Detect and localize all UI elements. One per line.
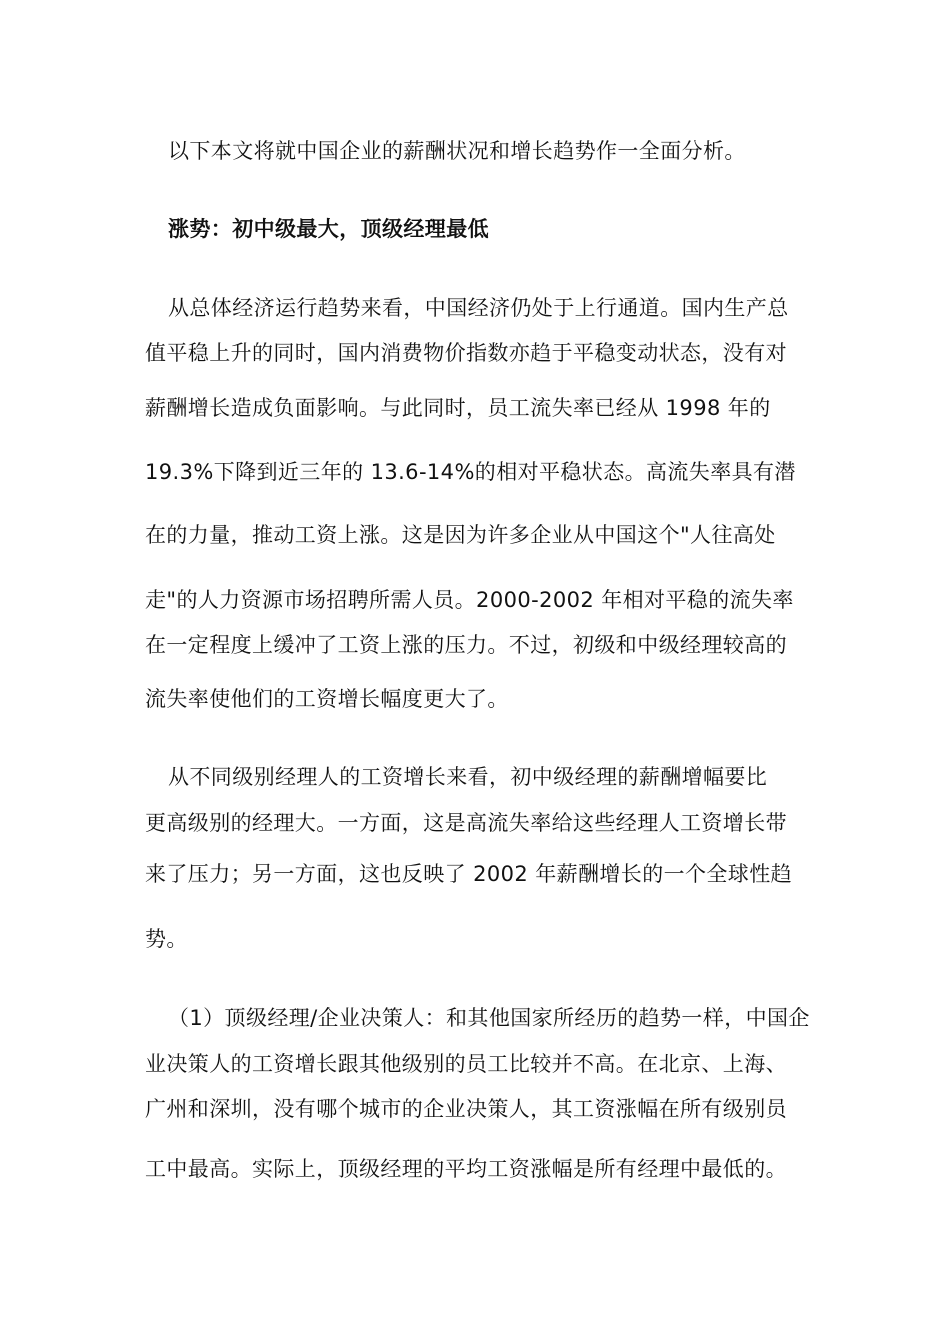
paragraph-line: 更高级别的经理大。一方面，这是高流失率给这些经理人工资增长带	[145, 811, 787, 835]
paragraph-line: 从总体经济运行趋势来看，中国经济仍处于上行通道。国内生产总	[168, 296, 789, 320]
paragraph-line: 在一定程度上缓冲了工资上涨的压力。不过，初级和中级经理较高的	[145, 633, 787, 657]
paragraph-line: 来了压力；另一方面，这也反映了 2002 年薪酬增长的一个全球性趋	[145, 862, 792, 886]
paragraph-line: 值平稳上升的同时，国内消费物价指数亦趋于平稳变动状态，没有对	[145, 341, 787, 365]
paragraph-line: 势。	[145, 927, 188, 951]
paragraph-line: 薪酬增长造成负面影响。与此同时，员工流失率已经从 1998 年的	[145, 396, 771, 420]
paragraph-line: 走"的人力资源市场招聘所需人员。2000-2002 年相对平稳的流失率	[145, 588, 794, 612]
paragraph-line: 业决策人的工资增长跟其他级别的员工比较并不高。在北京、上海、	[145, 1052, 787, 1076]
paragraph-line: 工中最高。实际上，顶级经理的平均工资涨幅是所有经理中最低的。	[145, 1157, 787, 1181]
paragraph-line: 19.3%下降到近三年的 13.6-14%的相对平稳状态。高流失率具有潜	[145, 460, 796, 484]
section-heading: 涨势：初中级最大，顶级经理最低	[168, 217, 489, 241]
intro-text: 以下本文将就中国企业的薪酬状况和增长趋势作一全面分析。	[168, 139, 746, 163]
paragraph-line: 在的力量，推动工资上涨。这是因为许多企业从中国这个"人往高处	[145, 523, 776, 547]
paragraph-line: 从不同级别经理人的工资增长来看，初中级经理的薪酬增幅要比	[168, 765, 768, 789]
paragraph-line: （1）顶级经理/企业决策人：和其他国家所经历的趋势一样，中国企	[168, 1006, 810, 1030]
paragraph-line: 流失率使他们的工资增长幅度更大了。	[145, 687, 509, 711]
paragraph-line: 广州和深圳，没有哪个城市的企业决策人，其工资涨幅在所有级别员	[145, 1097, 787, 1121]
